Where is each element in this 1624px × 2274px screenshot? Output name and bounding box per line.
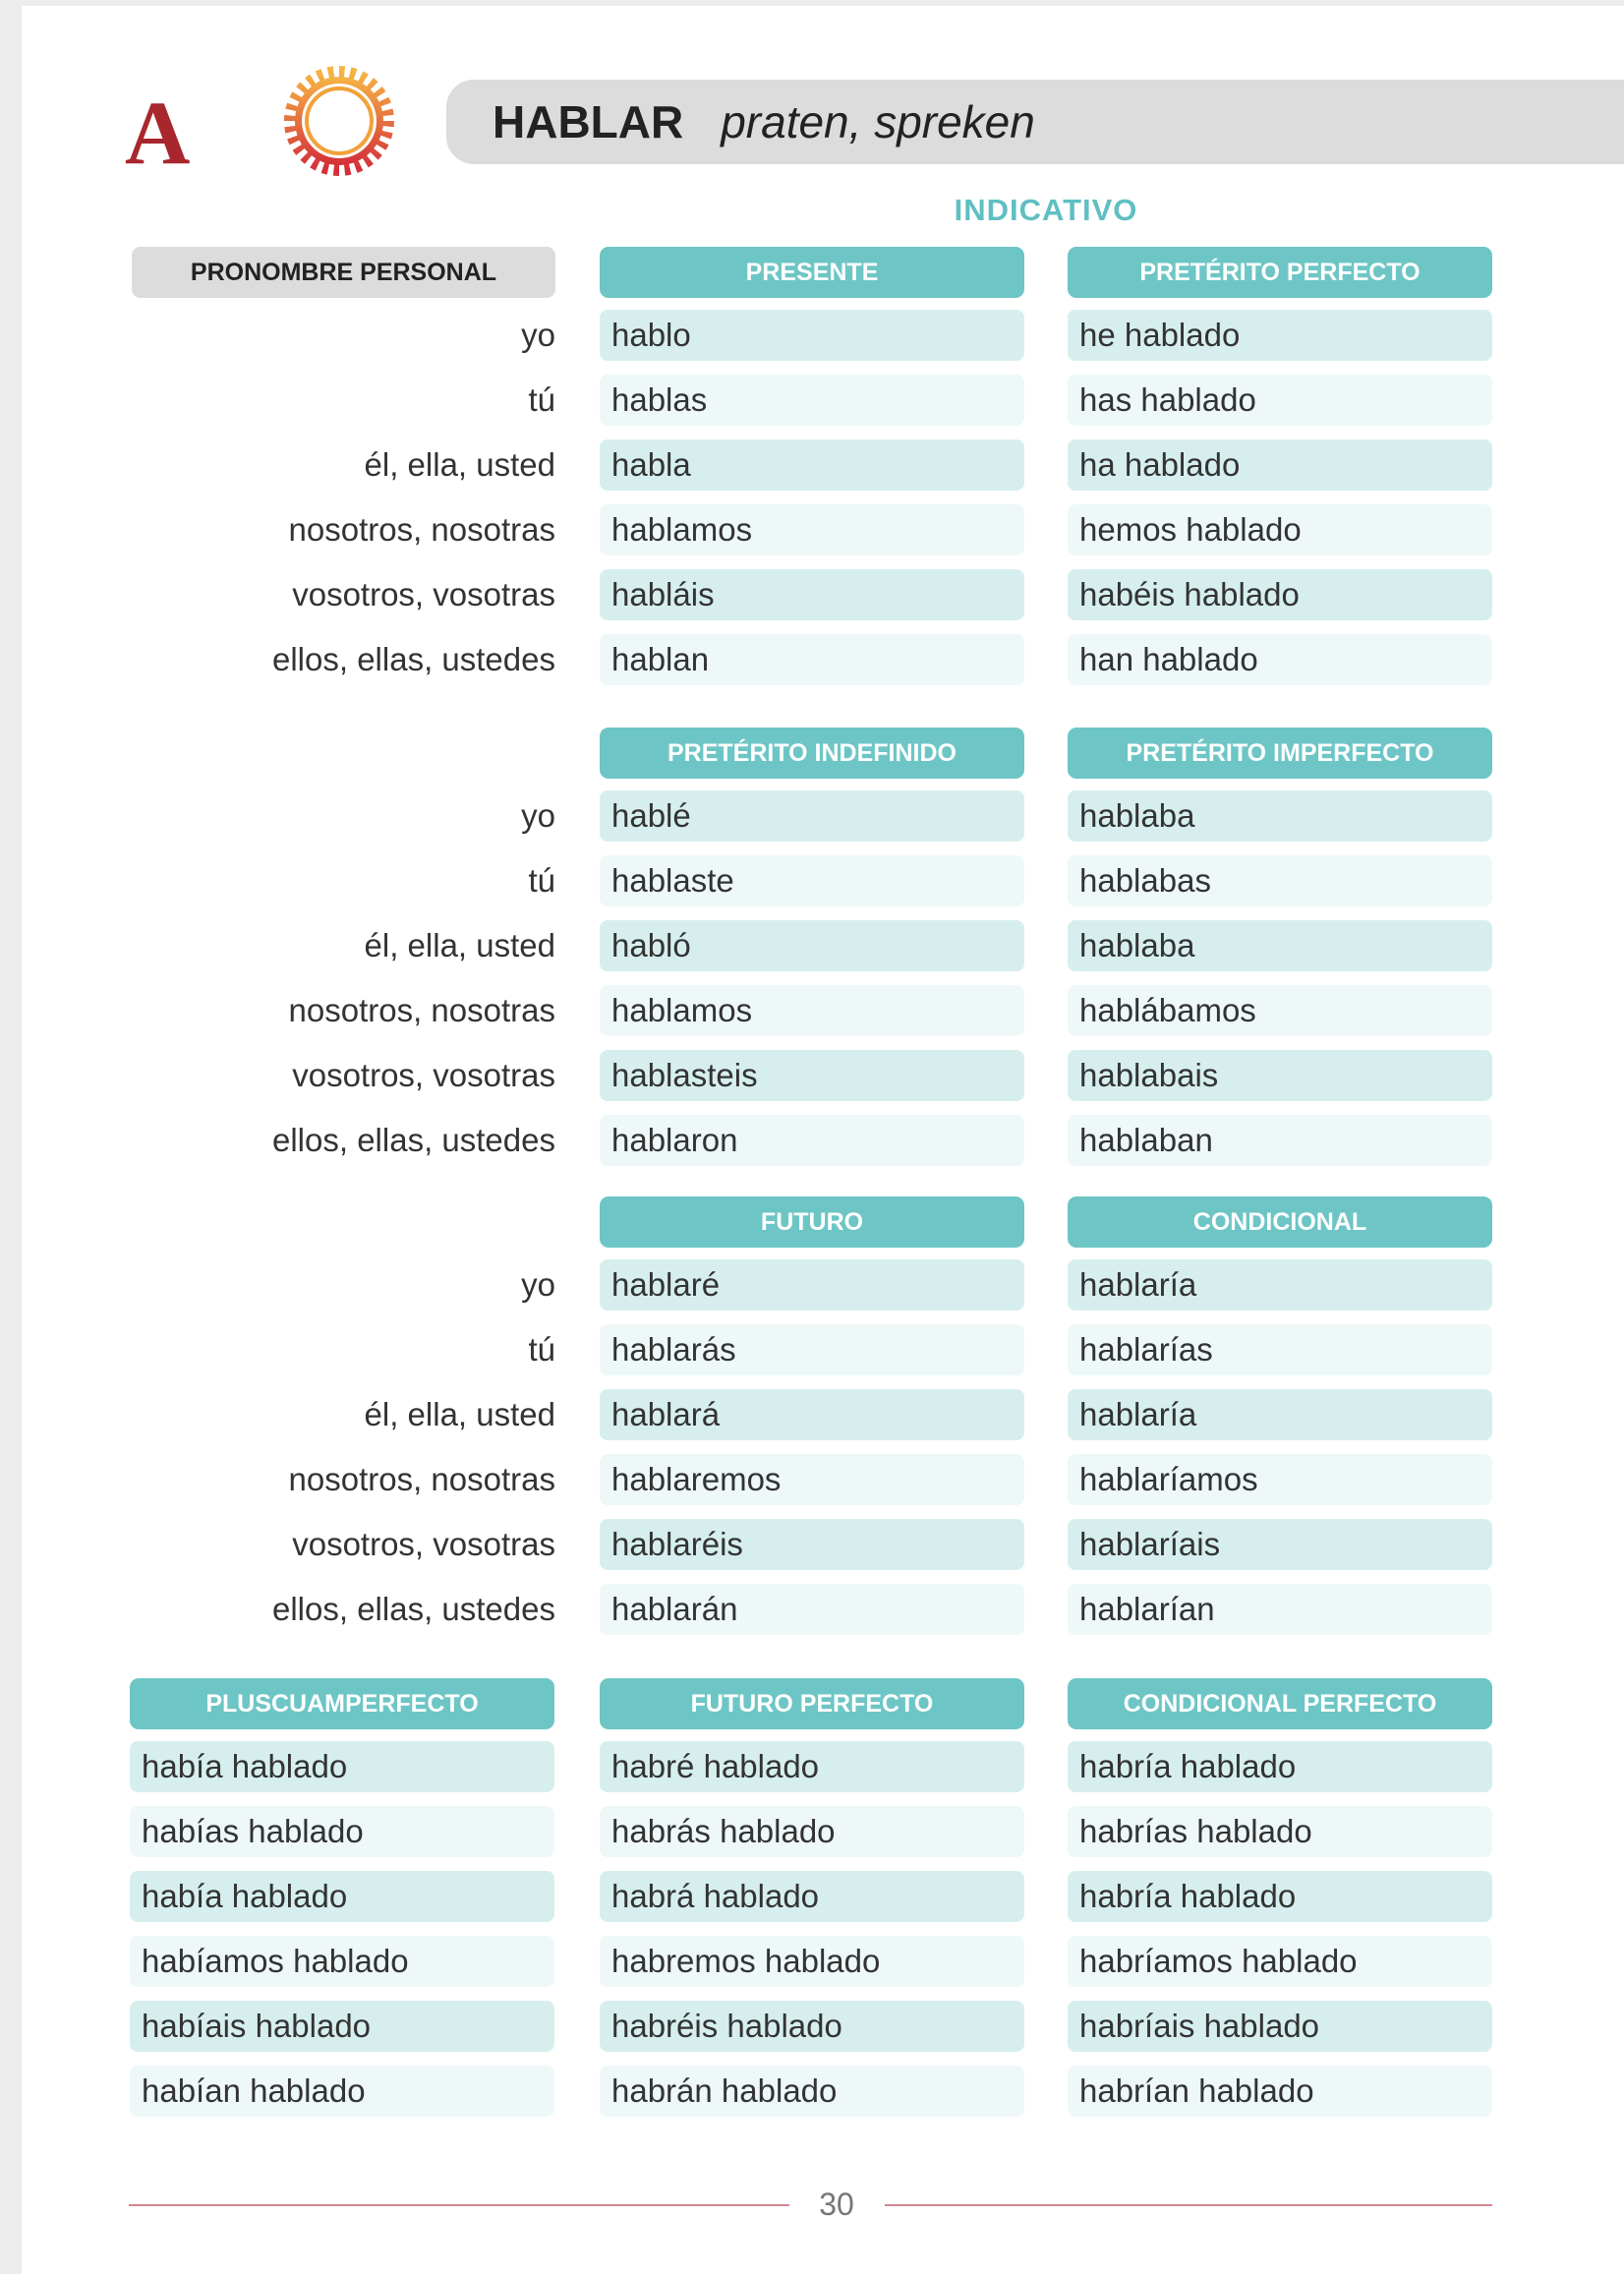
conjugation-cell: hemos hablado [1068,504,1492,555]
conjugation-cell: hablaría [1068,1259,1492,1311]
pronoun-column [132,310,555,685]
conjugation-cell: habéis hablado [1068,569,1492,620]
conjugation-cell: habla [600,439,1024,491]
title-bar [446,80,1624,164]
conjugation-cell: hablabais [1068,1050,1492,1101]
tense-header-preterito-imperfecto: PRETÉRITO IMPERFECTO [1068,728,1492,779]
conjugation-cell: hablaré [600,1259,1024,1311]
conjugation-cell: hablasteis [600,1050,1024,1101]
tense-header-preterito-perfecto: PRETÉRITO PERFECTO [1068,247,1492,298]
conjugation-cell: habláis [600,569,1024,620]
pronoun-label: tú [528,381,555,418]
pronoun-column [132,1259,555,1635]
pronoun-label: yo [521,797,555,834]
pronoun-label: vosotros, vosotras [292,1057,555,1093]
tense-header-preterito-indefinido: PRETÉRITO INDEFINIDO [600,728,1024,779]
conjugation-cell: he hablado [1068,310,1492,361]
column-futuro-perfecto [600,1678,1024,2117]
pronoun-label: vosotros, vosotras [292,576,555,612]
footer-rule-left [129,2204,789,2206]
conjugation-cell: habrías hablado [1068,1806,1492,1857]
pronoun-label: ellos, ellas, ustedes [272,1122,555,1158]
conjugation-cell: hablamos [600,504,1024,555]
conjugation-cell: hablo [600,310,1024,361]
pronoun-label: ellos, ellas, ustedes [272,641,555,677]
conjugation-cell: habréis hablado [600,2001,1024,2052]
conjugation-cell: hablábamos [1068,985,1492,1036]
pronoun-label: nosotros, nosotras [288,511,555,548]
conjugation-cell: hablan [600,634,1024,685]
conjugation-cell: habíamos hablado [130,1936,554,1987]
pronoun-label: yo [521,1266,555,1303]
pronoun-label: ellos, ellas, ustedes [272,1591,555,1627]
conjugation-cell: habremos hablado [600,1936,1024,1987]
conjugation-cell: había hablado [130,1871,554,1922]
page-number: 30 [819,2187,854,2222]
conjugation-cell: hablaréis [600,1519,1024,1570]
conjugation-cell: hablarás [600,1324,1024,1375]
conjugation-cell: habíais hablado [130,2001,554,2052]
conjugation-cell: hablarán [600,1584,1024,1635]
conjugation-cell: hablaron [600,1115,1024,1166]
conjugation-cell: habrá hablado [600,1871,1024,1922]
tense-header-presente: PRESENTE [600,247,1024,298]
conjugation-cell: hablaríamos [1068,1454,1492,1505]
pronoun-label: yo [521,317,555,353]
mood-heading: INDICATIVO [954,193,1138,227]
conjugation-cell: habría hablado [1068,1741,1492,1792]
pronoun-column [132,790,555,1166]
pronoun-label: él, ella, usted [364,446,555,483]
conjugation-cell: habló [600,920,1024,971]
pronoun-label: él, ella, usted [364,1396,555,1432]
conjugation-cell: hablaba [1068,920,1492,971]
column-preterito-imperfecto [1068,728,1492,1166]
tense-header-pluscuamperfecto: PLUSCUAMPERFECTO [130,1678,554,1729]
conjugation-cell: habríamos hablado [1068,1936,1492,1987]
conjugation-cell: habían hablado [130,2066,554,2117]
conjugation-cell: hablamos [600,985,1024,1036]
section-letter: A [125,83,191,183]
tense-header-futuro: FUTURO [600,1196,1024,1248]
pronoun-label: tú [528,862,555,899]
tense-header-futuro-perfecto: FUTURO PERFECTO [600,1678,1024,1729]
conjugation-cell: hablaban [1068,1115,1492,1166]
conjugation-cell: han hablado [1068,634,1492,685]
column-pluscuamperfecto [130,1678,554,2117]
footer-rule-right [885,2204,1492,2206]
conjugation-cell: habrán hablado [600,2066,1024,2117]
verb-title: HABLAR [493,96,684,147]
conjugation-cell: habrás hablado [600,1806,1024,1857]
column-condicional [1068,1196,1492,1635]
conjugation-cell: habré hablado [600,1741,1024,1792]
conjugation-cell: hablaríais [1068,1519,1492,1570]
conjugation-cell: ha hablado [1068,439,1492,491]
tense-header-condicional-perfecto: CONDICIONAL PERFECTO [1068,1678,1492,1729]
conjugation-cell: hablabas [1068,855,1492,906]
conjugation-cell: hablarías [1068,1324,1492,1375]
pronoun-label: tú [528,1331,555,1368]
pronoun-label: nosotros, nosotras [288,1461,555,1497]
column-presente [600,247,1024,685]
conjugation-cell: habías hablado [130,1806,554,1857]
conjugation-cell: hablarían [1068,1584,1492,1635]
conjugation-cell: habrían hablado [1068,2066,1492,2117]
conjugation-cell: hablaremos [600,1454,1024,1505]
conjugation-cell: hablará [600,1389,1024,1440]
pronoun-label: vosotros, vosotras [292,1526,555,1562]
tense-header-condicional: CONDICIONAL [1068,1196,1492,1248]
conjugation-cell: hablaría [1068,1389,1492,1440]
column-condicional-perfecto [1068,1678,1492,2117]
column-futuro [600,1196,1024,1635]
pronoun-label: nosotros, nosotras [288,992,555,1028]
verb-translation: praten, spreken [721,96,1035,147]
conjugation-cell: hablé [600,790,1024,842]
conjugation-cell: has hablado [1068,375,1492,426]
column-preterito-perfecto [1068,247,1492,685]
conjugation-cell: había hablado [130,1741,554,1792]
conjugation-cell: hablas [600,375,1024,426]
sun-icon [280,62,398,180]
pronoun-label: él, ella, usted [364,927,555,963]
pronoun-header: PRONOMBRE PERSONAL [132,247,555,298]
column-preterito-indefinido [600,728,1024,1166]
conjugation-cell: hablaba [1068,790,1492,842]
conjugation-cell: hablaste [600,855,1024,906]
conjugation-cell: habría hablado [1068,1871,1492,1922]
conjugation-cell: habríais hablado [1068,2001,1492,2052]
